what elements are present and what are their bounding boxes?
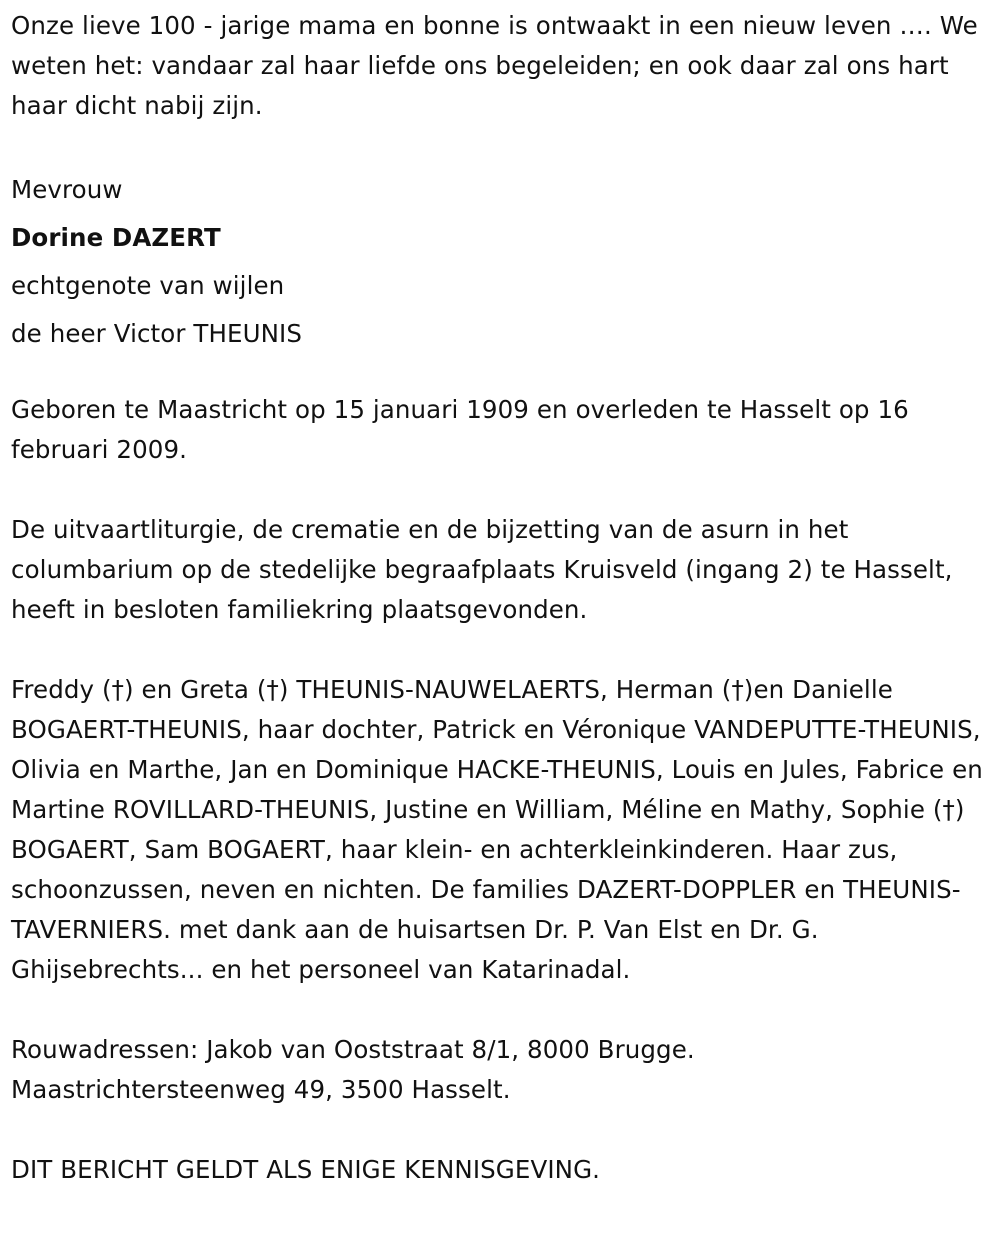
spacer	[11, 470, 991, 510]
spouse-relation: echtgenote van wijlen	[11, 271, 285, 300]
spacer	[11, 630, 991, 670]
death-notice	[11, 6, 991, 1190]
family-text: Freddy (†) en Greta (†) THEUNIS-NAUWELAERTS, Herman (†)en Danielle BOGAERT-THEUNIS, haar dochter, Patrick en Véronique VANDEPUTTE-THEUNIS, Olivia en Marthe, Jan en Dominique HACKE-THEUNIS, Louis en Jules, Fabrice en Martine ROVILLARD-THEUNIS, Justine en William, Méline en Mathy, Sophie (†) BOGAERT, Sam BOGAERT, haar klein- en achterkleinkinderen. Haar zus, schoonzussen, neven en nichten. De families DAZERT-DOPPLER en THEUNIS-TAVERNIERS. met dank aan de huisartsen Dr. P. Van Elst en Dr. G. Ghijsebrechts... en het personeel van Katarinadal.	[11, 675, 983, 984]
birth-death-text: Geboren te Maastricht op 15 januari 1909 en overleden te Hasselt op 16 februari 2009.	[11, 395, 909, 464]
spacer	[11, 358, 991, 390]
spacer	[11, 990, 991, 1030]
spouse-name: de heer Victor THEUNIS	[11, 319, 303, 348]
deceased-name: Dorine DAZERT	[11, 223, 221, 252]
address-line-1: Rouwadressen: Jakob van Ooststraat 8/1, 8000 Brugge.	[11, 1035, 695, 1064]
intro-text: Onze lieve 100 - jarige mama en bonne is ontwaakt in een nieuw leven …. We weten het: vandaar zal haar liefde ons begeleiden; en ook daar zal ons hart haar dicht nabij zijn.	[11, 11, 978, 120]
ceremony-text: De uitvaartliturgie, de crematie en de bijzetting van de asurn in het columbarium op de stedelijke begraafplaats Kruisveld (ingang 2) te Hasselt, heeft in besloten familiekring plaatsgevonden.	[11, 515, 953, 624]
salutation: Mevrouw	[11, 175, 123, 204]
spacer	[11, 126, 991, 166]
closing-text: DIT BERICHT GELDT ALS ENIGE KENNISGEVING.	[11, 1155, 601, 1184]
spacer	[11, 1110, 991, 1150]
address-line-2: Maastrichtersteenweg 49, 3500 Hasselt.	[11, 1075, 511, 1104]
